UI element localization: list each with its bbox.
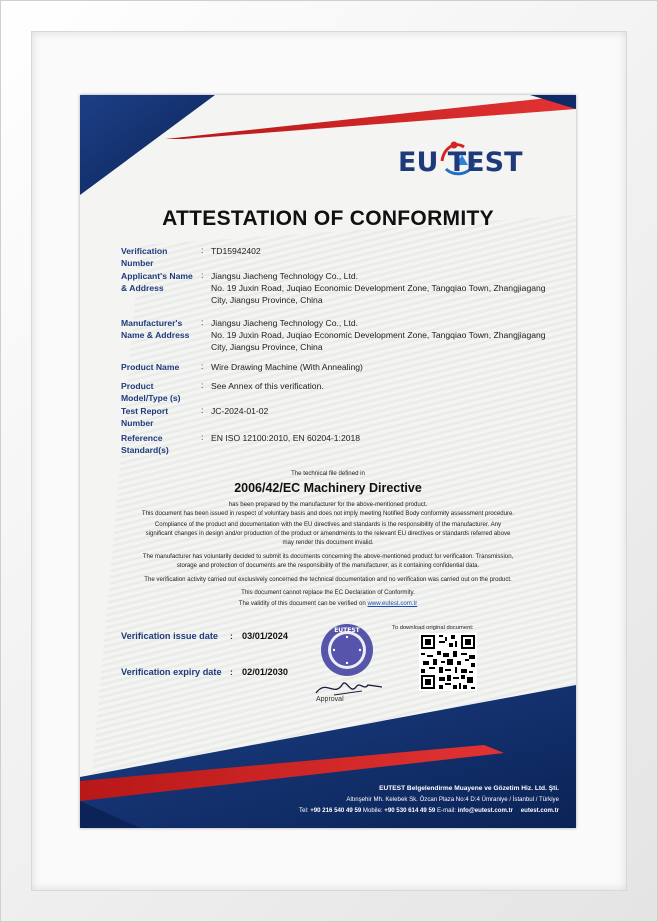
field-value-product-model: See Annex of this verification. — [211, 381, 324, 391]
certificate-background — [80, 95, 576, 828]
validity-text: The validity of this document can be verified on — [238, 600, 366, 607]
field-label-product-name: Product Name — [121, 362, 180, 372]
field-value-test-report: JC-2024-01-02 — [211, 406, 269, 416]
footer-company: EUTEST Belgelendirme Muayene ve Gözetim Hiz. Ltd. Şti. — [379, 785, 559, 792]
colon: : — [201, 405, 204, 415]
colon: : — [230, 667, 233, 677]
footer-mobile: +90 530 614 49 59 — [384, 807, 436, 814]
footer-mobile-label: Mobile: — [362, 807, 383, 814]
colon: : — [201, 380, 204, 390]
qr-code-icon[interactable] — [419, 633, 477, 691]
stamp-text: EUTEST — [334, 627, 360, 634]
body-line: This document has been issued in respect of voluntary basis and does not imply meeting Notified Body conformity assessment procedure. — [141, 510, 515, 517]
eutest-logo — [398, 133, 548, 183]
colon: : — [201, 245, 204, 255]
colon: : — [201, 317, 204, 327]
colon: : — [201, 270, 204, 280]
validity-line — [102, 600, 554, 609]
body-line: may render this document invalid. — [282, 539, 374, 546]
field-value-reference-standards: EN ISO 12100:2010, EN 60204-1:2018 — [211, 433, 361, 443]
body-line: has been prepared by the manufacturer for the above-mentioned product. — [228, 501, 428, 508]
field-value-manufacturer: Jiangsu Jiacheng Technology Co., Ltd. No. 19 Juxin Road, Juqiao Economic Development Zone, Tangqiao Town, Zhangjiagang City, Jiangsu Province, China — [211, 318, 546, 353]
issue-date-value: 03/01/2024 — [242, 631, 288, 641]
body-line: significant changes in design and/or production of the product or amendments to the relevant EU directives or standards referred above — [145, 530, 511, 537]
field-value-applicant: Jiangsu Jiacheng Technology Co., Ltd. No. 19 Juxin Road, Juqiao Economic Development Zone, Tangqiao Town, Zhangjiagang City, Jiangsu Province, China — [211, 271, 546, 306]
field-label-manufacturer: Manufacturer's Name & Address — [121, 318, 190, 341]
field-label-applicant: Applicant's Name & Address — [121, 271, 193, 294]
directive-title: 2006/42/EC Machinery Directive — [234, 481, 422, 495]
field-label-verification-number: Verification Number — [121, 246, 168, 269]
qr-label: To download original document: — [392, 625, 474, 631]
logo-text: EU TEST — [398, 147, 523, 178]
colon: : — [201, 432, 204, 442]
body-line: The manufacturer has voluntarily decided to submit its documents concerning the above-mentioned product for verification. Transmission, — [142, 553, 514, 560]
body-line: storage and protection of documents are the responsibility of the manufacturer, as it containing confidential data. — [176, 562, 480, 569]
colon: : — [230, 631, 233, 641]
body-line: This document cannot replace the EC Declaration of Conformity. — [241, 589, 415, 596]
footer-email[interactable]: info@eutest.com.tr — [457, 807, 514, 814]
body-line: The verification activity carried out exclusively concerned the technical documentation and no verification was carried out on the product. — [144, 576, 512, 583]
field-value-verification-number: TD15942402 — [211, 246, 261, 256]
field-value-product-name: Wire Drawing Machine (With Annealing) — [211, 362, 363, 372]
document-title: ATTESTATION OF CONFORMITY — [162, 207, 494, 230]
issue-date-label: Verification issue date — [121, 631, 219, 641]
approval-label: Approval — [316, 696, 344, 703]
expiry-date-value: 02/01/2030 — [242, 667, 288, 677]
footer-tel-label: Tel: — [299, 807, 309, 814]
footer-website[interactable]: eutest.com.tr — [520, 807, 559, 814]
field-label-test-report: Test Report Number — [121, 406, 169, 429]
validity-link[interactable]: www.eutest.com.tr — [367, 600, 418, 607]
colon: : — [201, 361, 204, 371]
certificate — [80, 95, 576, 828]
expiry-date-label: Verification expiry date — [121, 667, 222, 677]
technical-file-intro: The technical file defined in — [291, 470, 365, 477]
footer-address: Altınşehir Mh. Kelebek Sk. Özcan Plaza No:4 D:4 Ümraniye / İstanbul / Türkiye — [346, 796, 559, 803]
body-line: Compliance of the product and documentation with the EU directives and standards is the responsibility of the manufacturer. Any — [154, 521, 502, 528]
field-label-reference-standards: Reference Standard(s) — [121, 433, 169, 456]
footer-email-label: E-mail: — [436, 807, 456, 814]
eutest-stamp-icon — [320, 623, 374, 677]
footer-tel: +90 216 540 49 59 — [310, 807, 362, 814]
footer-contact — [299, 807, 559, 814]
field-label-product-model: Product Model/Type (s) — [121, 381, 181, 404]
